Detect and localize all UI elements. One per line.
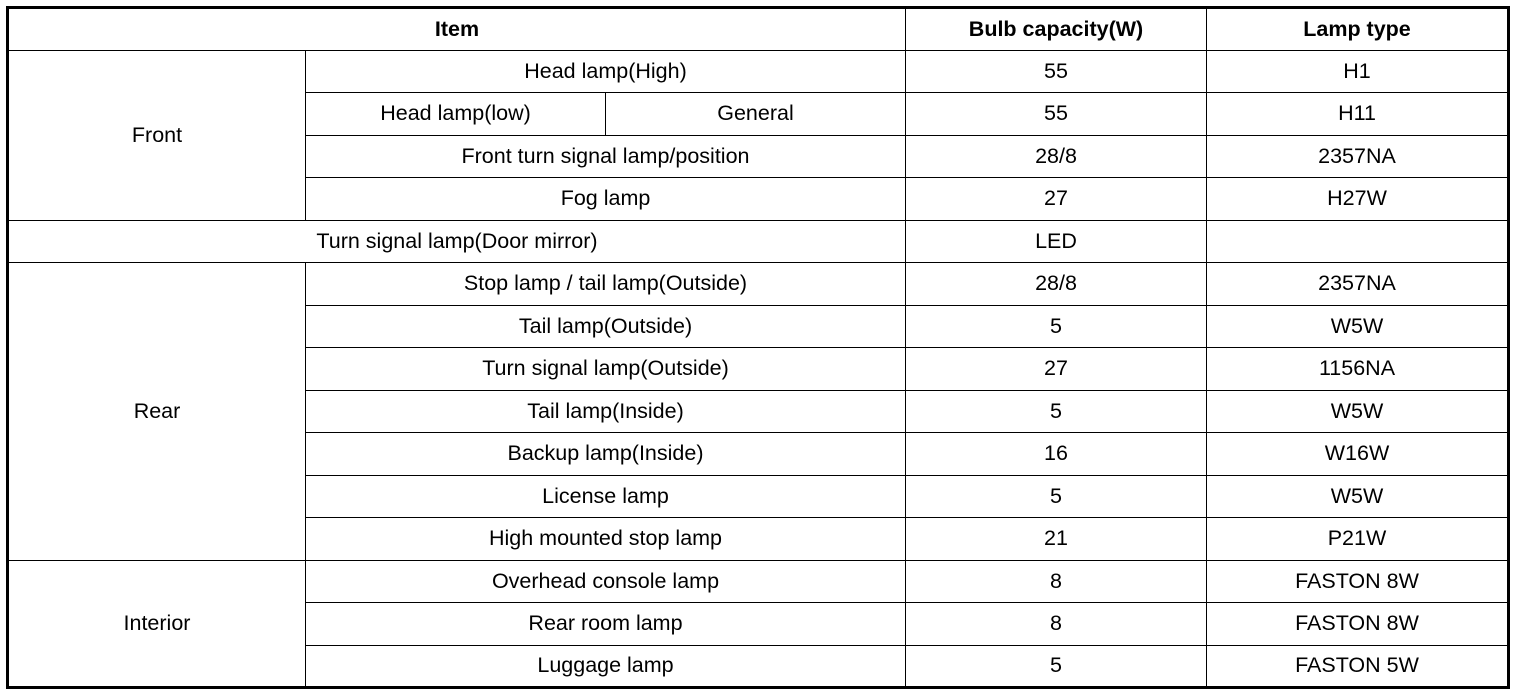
lamp-type-cell: H27W	[1207, 178, 1509, 221]
lamp-type-cell: W16W	[1207, 433, 1509, 476]
capacity-cell: 8	[906, 560, 1207, 603]
item-cell: License lamp	[306, 475, 906, 518]
lamp-type-cell: 1156NA	[1207, 348, 1509, 391]
header-row	[8, 8, 1509, 51]
lamp-type-cell: 2357NA	[1207, 263, 1509, 306]
capacity-cell: 55	[906, 50, 1207, 93]
capacity-cell: 27	[906, 348, 1207, 391]
capacity-cell: 16	[906, 433, 1207, 476]
capacity-cell: 55	[906, 93, 1207, 136]
item-cell: Front turn signal lamp/position	[306, 135, 906, 178]
table-row	[8, 220, 1509, 263]
item-cell: Rear room lamp	[306, 603, 906, 646]
group-label-rear: Rear	[8, 263, 306, 561]
capacity-cell: 28/8	[906, 135, 1207, 178]
item-cell: Tail lamp(Outside)	[306, 305, 906, 348]
group-label-front: Front	[8, 50, 306, 220]
table-row	[8, 263, 1509, 306]
capacity-cell: 5	[906, 475, 1207, 518]
item-cell: Luggage lamp	[306, 645, 906, 688]
item-cell: Head lamp(High)	[306, 50, 906, 93]
header-bulb-capacity: Bulb capacity(W)	[906, 8, 1207, 51]
group-label-interior: Interior	[8, 560, 306, 688]
lamp-type-cell: FASTON 5W	[1207, 645, 1509, 688]
header-item: Item	[8, 8, 906, 51]
item-cell: Fog lamp	[306, 178, 906, 221]
item-sub-cell: General	[606, 93, 906, 136]
capacity-cell: 27	[906, 178, 1207, 221]
item-cell: Turn signal lamp(Door mirror)	[8, 220, 906, 263]
lamp-type-cell: H1	[1207, 50, 1509, 93]
lamp-type-cell: W5W	[1207, 390, 1509, 433]
item-cell: Overhead console lamp	[306, 560, 906, 603]
lamp-type-cell: W5W	[1207, 475, 1509, 518]
capacity-cell: LED	[906, 220, 1207, 263]
table-row	[8, 50, 1509, 93]
capacity-cell: 8	[906, 603, 1207, 646]
capacity-cell: 5	[906, 390, 1207, 433]
lamp-type-cell: P21W	[1207, 518, 1509, 561]
item-cell: Turn signal lamp(Outside)	[306, 348, 906, 391]
capacity-cell: 21	[906, 518, 1207, 561]
lamp-type-cell: FASTON 8W	[1207, 560, 1509, 603]
bulb-specification-table	[6, 6, 1510, 689]
lamp-type-cell: FASTON 8W	[1207, 603, 1509, 646]
item-cell: High mounted stop lamp	[306, 518, 906, 561]
lamp-type-cell: 2357NA	[1207, 135, 1509, 178]
header-lamp-type: Lamp type	[1207, 8, 1509, 51]
lamp-type-cell: H11	[1207, 93, 1509, 136]
lamp-type-cell: W5W	[1207, 305, 1509, 348]
capacity-cell: 5	[906, 645, 1207, 688]
item-cell: Backup lamp(Inside)	[306, 433, 906, 476]
capacity-cell: 28/8	[906, 263, 1207, 306]
capacity-cell: 5	[906, 305, 1207, 348]
table-row	[8, 560, 1509, 603]
lamp-type-cell	[1207, 220, 1509, 263]
item-cell: Stop lamp / tail lamp(Outside)	[306, 263, 906, 306]
item-cell: Head lamp(low)	[306, 93, 606, 136]
item-cell: Tail lamp(Inside)	[306, 390, 906, 433]
